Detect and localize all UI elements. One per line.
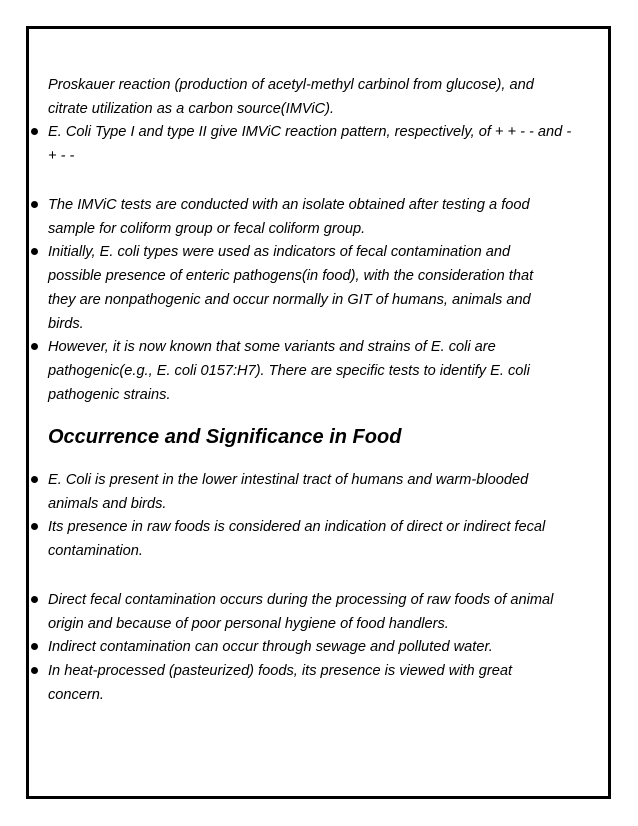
list-item-line: pathogenic(e.g., E. coli 0157:H7). There are specific tests to identify E. coli — [48, 363, 530, 379]
list-item-line: Its presence in raw foods is considered an indication of direct or indirect fecal — [48, 519, 546, 535]
list-item-line: Indirect contamination can occur through sewage and polluted water. — [48, 639, 493, 655]
list-item-line: In heat-processed (pasteurized) foods, its presence is viewed with great — [48, 663, 512, 679]
list-item-line: they are nonpathogenic and occur normally in GIT of humans, animals and — [48, 292, 531, 308]
list-item-line: The IMViC tests are conducted with an isolate obtained after testing a food — [48, 197, 530, 213]
intro-line: Proskauer reaction (production of acetyl-methyl carbinol from glucose), and — [48, 77, 534, 93]
list-item-line: However, it is now known that some variants and strains of E. coli are — [48, 339, 496, 355]
list-item-line: birds. — [48, 316, 84, 332]
bullet-dot — [31, 667, 38, 674]
list-item-line: animals and birds. — [48, 496, 167, 512]
list-item-line: Direct fecal contamination occurs during the processing of raw foods of animal — [48, 592, 554, 608]
list-item-line: pathogenic strains. — [48, 387, 171, 403]
bullet-dot — [31, 476, 38, 483]
list-item-line: Initially, E. coli types were used as indicators of fecal contamination and — [48, 244, 511, 260]
section-heading: Occurrence and Significance in Food — [48, 426, 402, 448]
list-item-line: E. Coli Type I and type II give IMViC reaction pattern, respectively, of + + - - and - — [48, 124, 572, 140]
list-item-line: origin and because of poor personal hygiene of food handlers. — [48, 616, 449, 632]
list-item-line: + - - — [48, 148, 75, 164]
list-item-line: possible presence of enteric pathogens(in food), with the consideration that — [48, 268, 534, 284]
bullet-dot — [31, 523, 38, 530]
bullet-dot — [31, 596, 38, 603]
intro-line: citrate utilization as a carbon source(IMViC). — [48, 101, 335, 117]
list-item-line: E. Coli is present in the lower intestinal tract of humans and warm-blooded — [48, 472, 529, 488]
bullet-dot — [31, 201, 38, 208]
bullet-dot — [31, 643, 38, 650]
list-item-line: contamination. — [48, 543, 143, 559]
bullet-dot — [31, 128, 38, 135]
list-item-line: concern. — [48, 687, 104, 703]
bullet-dot — [31, 343, 38, 350]
bullet-dot — [31, 248, 38, 255]
list-item-line: sample for coliform group or fecal coliform group. — [48, 221, 366, 237]
